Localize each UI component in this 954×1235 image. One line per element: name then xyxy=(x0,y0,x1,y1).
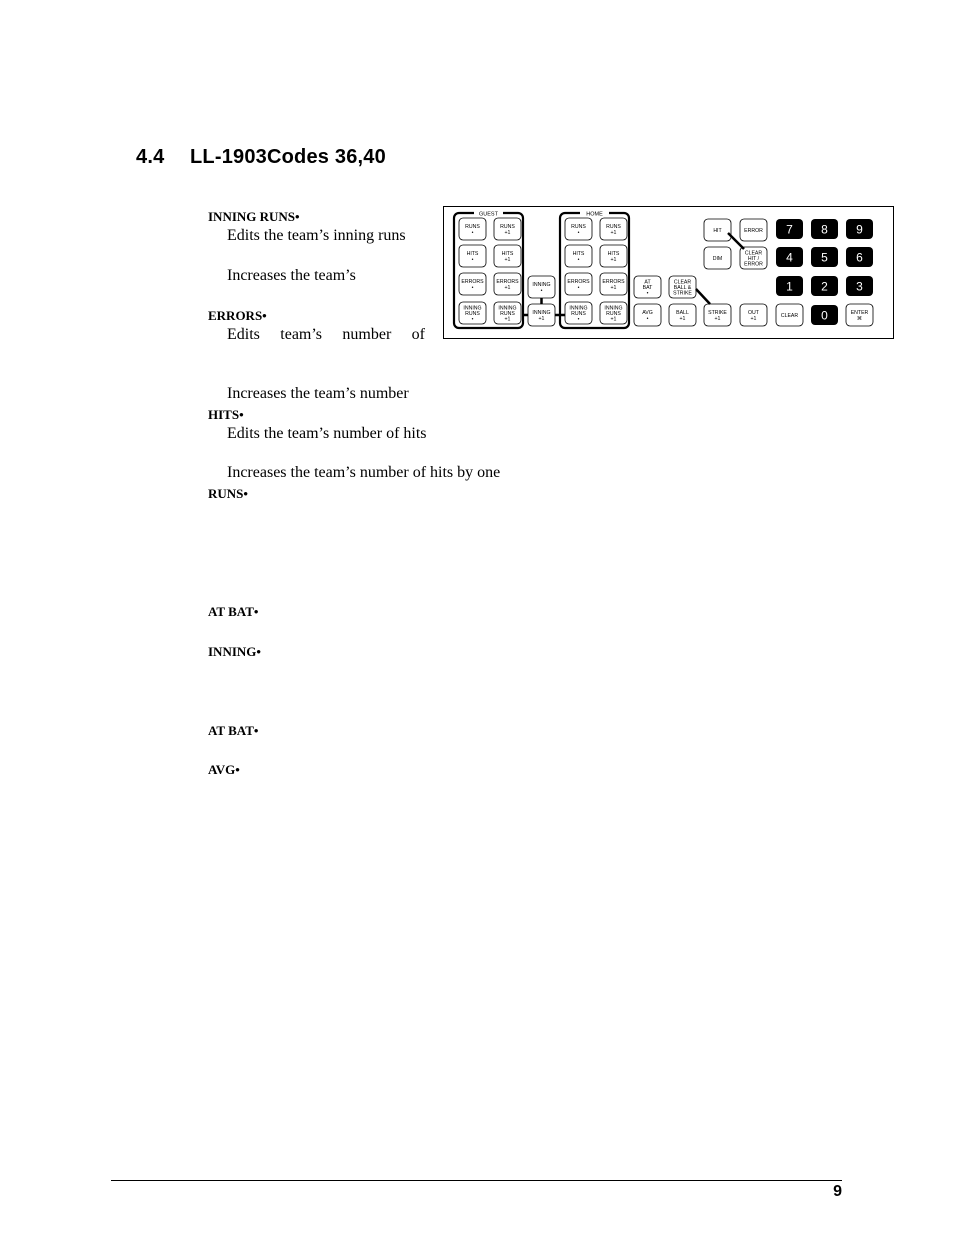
desc-errors-edit-word: of xyxy=(411,326,425,343)
guest-key-2 xyxy=(459,245,486,267)
guest-key-7-label: RUNS xyxy=(500,311,515,317)
dim-key-label: DIM xyxy=(712,256,723,262)
clear-ball-strike-key-label: BALL & xyxy=(673,285,692,291)
digit-key-7 xyxy=(776,219,803,239)
desc-errors-edit-word: Edits xyxy=(227,326,260,343)
home-key-5 xyxy=(600,273,627,295)
home-key-7-label: RUNS xyxy=(606,311,621,317)
out-key-label: OUT xyxy=(748,310,759,317)
strike-key-label: +1 xyxy=(714,315,721,322)
digit-key-0 xyxy=(811,305,838,325)
term-hits: HITS• xyxy=(208,407,244,422)
inning-key-0 xyxy=(528,276,555,298)
digit-key-2-label: 2 xyxy=(821,279,828,294)
desc-inning-runs-increase: Increases the team’s xyxy=(227,267,356,284)
clear-hit-error-key-label: ERROR xyxy=(744,261,763,268)
digit-key-8-label: 8 xyxy=(821,222,828,237)
section-number: 4.4 xyxy=(136,146,165,168)
term-runs: RUNS• xyxy=(208,486,248,501)
at-bat-key-label: AT xyxy=(644,279,651,286)
home-key-4 xyxy=(565,273,592,295)
digit-key-2 xyxy=(811,276,838,296)
guest-key-2-label: • xyxy=(471,256,474,263)
avg-key-label: AVG xyxy=(642,310,653,317)
section-title: LL-1903Codes 36,40 xyxy=(190,146,386,168)
guest-key-4 xyxy=(459,273,486,295)
guest-key-5-label: +1 xyxy=(504,284,511,291)
error-key xyxy=(740,219,767,241)
ball-key-label: +1 xyxy=(679,315,686,322)
home-key-3-label: +1 xyxy=(610,256,617,263)
guest-key-7-label: INNING xyxy=(498,305,517,312)
keypad-drawing xyxy=(444,207,892,337)
digit-key-7-label: 7 xyxy=(786,222,793,237)
inning-key-0-label: INNING xyxy=(532,282,551,289)
hit-key xyxy=(704,219,731,241)
home-key-5-label: +1 xyxy=(610,284,617,291)
strike-key xyxy=(704,304,731,326)
guest-key-3 xyxy=(494,245,521,267)
home-key-6-label: • xyxy=(577,316,580,323)
clear-key-label: CLEAR xyxy=(780,313,799,319)
digit-key-9-label: 9 xyxy=(856,222,863,237)
digit-key-5-label: 5 xyxy=(821,250,828,265)
digit-key-3-label: 3 xyxy=(856,279,863,294)
digit-key-9 xyxy=(846,219,873,239)
home-key-4-label: • xyxy=(577,284,580,291)
home-key-2 xyxy=(565,245,592,267)
at-bat-key-label: BAT xyxy=(642,285,653,291)
guest-key-5 xyxy=(494,273,521,295)
enter-key-label: ⌘ xyxy=(856,315,863,322)
avg-key-label: • xyxy=(646,315,649,322)
ball-key xyxy=(669,304,696,326)
out-key xyxy=(740,304,767,326)
dim-key xyxy=(704,247,731,269)
out-key-label: +1 xyxy=(750,315,757,322)
digit-key-1 xyxy=(776,276,803,296)
guest-key-5-label: ERRORS xyxy=(496,279,519,286)
hit-key-label: HIT xyxy=(713,228,722,234)
digit-key-5 xyxy=(811,247,838,267)
guest-key-7 xyxy=(494,302,521,324)
inning-key-0-label: • xyxy=(540,287,543,294)
desc-errors-increase: Increases the team’s number xyxy=(227,385,409,402)
page-number: 9 xyxy=(833,1183,842,1200)
digit-key-6 xyxy=(846,247,873,267)
digit-key-3 xyxy=(846,276,873,296)
guest-key-4-label: ERRORS xyxy=(461,279,484,286)
guest-key-6-label: INNING xyxy=(463,305,482,312)
guest-group-label: GUEST xyxy=(479,211,498,218)
term-at-bat: AT BAT• xyxy=(208,604,259,619)
guest-key-0-label: RUNS xyxy=(465,224,480,231)
digit-key-4 xyxy=(776,247,803,267)
digit-key-0-label: 0 xyxy=(821,308,828,323)
home-key-0-label: • xyxy=(577,229,580,236)
keypad-diagram xyxy=(443,206,894,339)
home-key-1 xyxy=(600,218,627,240)
desc-errors-edit xyxy=(227,326,425,344)
guest-key-0-label: • xyxy=(471,229,474,236)
ball-key-label: BALL xyxy=(676,310,689,317)
home-key-2-label: • xyxy=(577,256,580,263)
home-group-label: HOME xyxy=(586,211,603,218)
home-key-6-label: RUNS xyxy=(571,311,586,317)
avg-key xyxy=(634,304,661,326)
home-key-1-label: RUNS xyxy=(606,224,621,231)
term-avg: AVG• xyxy=(208,762,240,777)
enter-key-label: ENTER xyxy=(850,310,869,317)
home-key-0-label: RUNS xyxy=(571,224,586,231)
home-key-7-label: +1 xyxy=(610,316,617,323)
clear-ball-strike-connector xyxy=(696,289,710,304)
home-key-3 xyxy=(600,245,627,267)
home-key-0 xyxy=(565,218,592,240)
guest-key-1 xyxy=(494,218,521,240)
home-key-6-label: INNING xyxy=(569,305,588,312)
inning-key-1 xyxy=(528,304,555,326)
desc-errors-edit-word: number xyxy=(342,326,392,343)
desc-inning-runs-edit: Edits the team’s inning runs xyxy=(227,227,406,244)
term-inning: INNING• xyxy=(208,644,261,659)
guest-key-7-label: +1 xyxy=(504,316,511,323)
section-heading xyxy=(136,146,386,169)
enter-key xyxy=(846,304,873,326)
clear-hit-error-key-label: CLEAR xyxy=(744,250,763,257)
inning-key-1-label: +1 xyxy=(538,315,545,322)
clear-ball-strike-key xyxy=(669,276,696,298)
term-at-bat-2: AT BAT• xyxy=(208,723,259,738)
guest-key-4-label: • xyxy=(471,284,474,291)
home-key-6 xyxy=(565,302,592,324)
digit-key-4-label: 4 xyxy=(786,250,793,265)
home-key-7 xyxy=(600,302,627,324)
guest-key-6 xyxy=(459,302,486,324)
footer-rule xyxy=(111,1180,842,1181)
home-key-5-label: ERRORS xyxy=(602,279,625,286)
term-inning-runs: INNING RUNS• xyxy=(208,209,300,224)
guest-key-3-label: HITS xyxy=(501,251,514,258)
home-key-1-label: +1 xyxy=(610,229,617,236)
guest-key-1-label: RUNS xyxy=(500,224,515,231)
clear-ball-strike-key-label: STRIKE xyxy=(673,290,692,297)
home-key-3-label: HITS xyxy=(607,251,620,258)
guest-key-6-label: • xyxy=(471,316,474,323)
clear-hit-error-key xyxy=(740,247,767,269)
strike-key-label: STRIKE xyxy=(708,310,727,317)
at-bat-key-label: • xyxy=(646,290,649,297)
clear-hit-error-key-label: HIT / xyxy=(747,256,760,262)
digit-key-1-label: 1 xyxy=(786,279,793,294)
term-errors: ERRORS• xyxy=(208,308,267,323)
digit-key-6-label: 6 xyxy=(856,250,863,265)
home-key-4-label: ERRORS xyxy=(567,279,590,286)
desc-hits-increase: Increases the team’s number of hits by one xyxy=(227,464,501,481)
inning-key-1-label: INNING xyxy=(532,310,551,317)
guest-key-1-label: +1 xyxy=(504,229,511,236)
clear-key xyxy=(776,304,803,326)
home-key-2-label: HITS xyxy=(572,251,585,258)
guest-key-0 xyxy=(459,218,486,240)
guest-key-2-label: HITS xyxy=(466,251,479,258)
desc-errors-edit-word: team’s xyxy=(280,326,323,343)
guest-key-3-label: +1 xyxy=(504,256,511,263)
home-key-7-label: INNING xyxy=(604,305,623,312)
guest-key-6-label: RUNS xyxy=(465,311,480,317)
at-bat-key xyxy=(634,276,661,298)
error-key-label: ERROR xyxy=(744,228,763,234)
digit-key-8 xyxy=(811,219,838,239)
desc-hits-edit: Edits the team’s number of hits xyxy=(227,425,427,442)
clear-ball-strike-key-label: CLEAR xyxy=(673,279,692,286)
